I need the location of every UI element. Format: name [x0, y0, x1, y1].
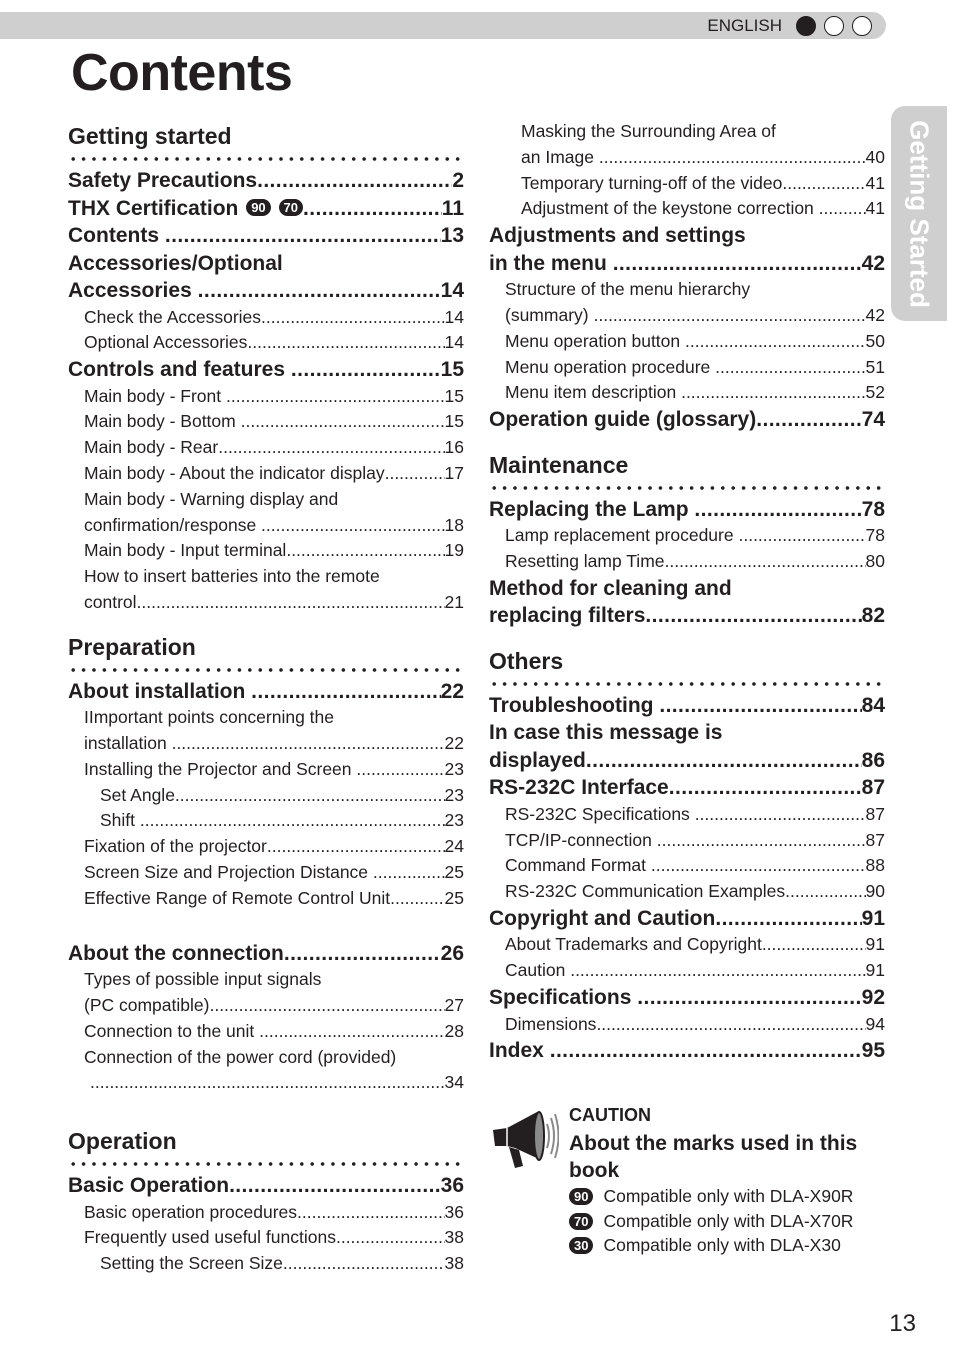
indicator-dot-active	[796, 16, 816, 36]
toc-entry-fixation[interactable]: Fixation of the projector ..... 24	[68, 834, 464, 860]
toc-entry-contents[interactable]: Contents ..... 13	[68, 222, 464, 250]
megaphone-icon	[489, 1104, 559, 1170]
toc-entry-installation[interactable]: About installation ..... 22	[68, 678, 464, 706]
toc-entry-lamp-procedure[interactable]: Lamp replacement procedure ..... 78	[489, 523, 885, 549]
toc-entry-types[interactable]: (PC compatible) ..... 27	[68, 993, 464, 1019]
toc-entry-types-line1: Types of possible input signals	[84, 969, 322, 990]
toc-entry-dimensions[interactable]: Dimensions ..... 94	[489, 1012, 885, 1038]
toc-entry-adjust-line1: Adjustments and settings	[489, 224, 746, 248]
toc-entry-index[interactable]: Index ..... 95	[489, 1037, 885, 1065]
toc-entry-rs232c-spec[interactable]: RS-232C Specifications ..... 87	[489, 802, 885, 828]
toc-entry-check-accessories[interactable]: Check the Accessories ..... 14	[68, 305, 464, 331]
toc-entry-message-line1: In case this message is	[489, 721, 723, 745]
toc-entry-basic-procedures[interactable]: Basic operation procedures ..... 36	[68, 1200, 464, 1226]
toc-entry-shift[interactable]: Shift ..... 23	[68, 808, 464, 834]
toc-entry-optional-accessories[interactable]: Optional Accessories ..... 14	[68, 330, 464, 356]
toc-entry-caution[interactable]: Caution ..... 91	[489, 958, 885, 984]
toc-entry-lamp-reset[interactable]: Resetting lamp Time ..... 80	[489, 549, 885, 575]
section-divider	[489, 678, 885, 690]
toc-entry-connection[interactable]: About the connection ..... 26	[68, 940, 464, 968]
section-heading-preparation: Preparation	[68, 633, 196, 660]
toc-entry-screen-size-distance[interactable]: Screen Size and Projection Distance ..... 25	[68, 860, 464, 886]
toc-entry-input-terminal[interactable]: Main body - Input terminal ..... 19	[68, 538, 464, 564]
side-tab	[891, 106, 947, 321]
section-divider	[489, 482, 885, 494]
language-indicator	[796, 16, 872, 36]
toc-entry-thx[interactable]: THX Certification 90 70 ..... 11	[68, 195, 464, 223]
model-badge-70: 70	[279, 199, 303, 216]
toc-entry-bottom[interactable]: Main body - Bottom ..... 15	[68, 409, 464, 435]
toc-entry-filters[interactable]: replacing filters ..... 82	[489, 602, 885, 630]
toc-entry-adjust[interactable]: in the menu ..... 42	[489, 250, 885, 278]
toc-entry-keystone[interactable]: Adjustment of the keystone correction ..... 41	[489, 196, 885, 222]
side-tab-label: Getting Started	[904, 119, 935, 308]
toc-entry-menu-procedure[interactable]: Menu operation procedure ..... 51	[489, 355, 885, 381]
section-heading-others: Others	[489, 647, 564, 674]
toc-entry-setting-screen-size[interactable]: Setting the Screen Size ..... 38	[68, 1251, 464, 1277]
toc-entry-effective-range[interactable]: Effective Range of Remote Control Unit ..... 25	[68, 886, 464, 912]
language-label: ENGLISH	[707, 16, 782, 35]
toc-entry-safety[interactable]: Safety Precautions ..... 2	[68, 167, 464, 195]
toc-entry-tcpip[interactable]: TCP/IP-connection ..... 87	[489, 828, 885, 854]
toc-entry-menu-button[interactable]: Menu operation button ..... 50	[489, 329, 885, 355]
toc-entry-power[interactable]: ..... 34	[68, 1070, 464, 1096]
toc-entry-troubleshooting[interactable]: Troubleshooting ..... 84	[489, 692, 885, 720]
toc-entry-guide[interactable]: Operation guide (glossary) ..... 74	[489, 406, 885, 434]
section-heading-operation: Operation	[68, 1128, 177, 1155]
toc-entry-menu-item[interactable]: Menu item description ..... 52	[489, 380, 885, 406]
header-bar	[0, 12, 886, 39]
toc-entry-controls[interactable]: Controls and features ..... 15	[68, 356, 464, 384]
mark-row: 70 Compatible only with DLA-X70R	[569, 1209, 889, 1234]
toc-entry-accessories-line1: Accessories/Optional	[68, 251, 283, 275]
toc-entry-set-angle[interactable]: Set Angle ..... 23	[68, 783, 464, 809]
toc-entry-masking[interactable]: an Image ..... 40	[489, 145, 885, 171]
toc-entry-warning-line1: Main body - Warning display and	[84, 488, 339, 509]
section-heading-getting-started: Getting started	[68, 123, 232, 149]
mark-row: 30 Compatible only with DLA-X30	[569, 1233, 889, 1258]
indicator-dot	[852, 16, 872, 36]
toc-entry-rs232c[interactable]: RS-232C Interface ..... 87	[489, 774, 885, 802]
toc-entry-front[interactable]: Main body - Front ..... 15	[68, 384, 464, 410]
model-badge-30: 30	[569, 1237, 593, 1254]
toc-entry-connection-unit[interactable]: Connection to the unit ..... 28	[68, 1019, 464, 1045]
section-heading-maintenance: Maintenance	[489, 451, 629, 478]
toc-entry-filters-line1: Method for cleaning and	[489, 576, 732, 600]
model-badge-90: 90	[569, 1188, 593, 1205]
section-divider	[68, 153, 464, 165]
toc-entry-trademarks[interactable]: About Trademarks and Copyright ..... 91	[489, 932, 885, 958]
toc-entry-structure[interactable]: (summary) ..... 42	[489, 303, 885, 329]
toc-entry-installing[interactable]: Installing the Projector and Screen ..... 23	[68, 757, 464, 783]
page-title: Contents	[71, 44, 293, 102]
caution-label: CAUTION	[569, 1105, 651, 1125]
model-badge-70: 70	[569, 1213, 593, 1230]
toc-entry-accessories[interactable]: Accessories ..... 14	[68, 277, 464, 305]
mark-row: 90 Compatible only with DLA-X90R	[569, 1184, 889, 1209]
toc-entry-specifications[interactable]: Specifications ..... 92	[489, 984, 885, 1012]
toc-entry-batteries-line1: How to insert batteries into the remote	[84, 566, 380, 587]
toc-entry-batteries[interactable]: control ..... 21	[68, 590, 464, 616]
toc-entry-important-line1: IImportant points concerning the	[84, 707, 335, 728]
toc-entry-rs232c-examples[interactable]: RS-232C Communication Examples ..... 90	[489, 879, 885, 905]
toc-entry-structure-line1: Structure of the menu hierarchy	[505, 279, 751, 300]
toc-left-column	[68, 119, 464, 1277]
page-number: 13	[889, 1310, 916, 1337]
toc-entry-copyright[interactable]: Copyright and Caution ..... 91	[489, 905, 885, 933]
toc-entry-frequently-used[interactable]: Frequently used useful functions ..... 38	[68, 1225, 464, 1251]
toc-entry-power-line1: Connection of the power cord (provided)	[84, 1046, 397, 1067]
toc-entry-command[interactable]: Command Format ..... 88	[489, 853, 885, 879]
toc-entry-important[interactable]: installation ..... 22	[68, 731, 464, 757]
toc-entry-message[interactable]: displayed ..... 86	[489, 747, 885, 775]
toc-entry-temp-off[interactable]: Temporary turning-off of the video ..... 41	[489, 171, 885, 197]
toc-entry-rear[interactable]: Main body - Rear ..... 16	[68, 435, 464, 461]
section-divider	[68, 664, 464, 676]
caution-heading: About the marks used in this book	[569, 1132, 858, 1182]
section-divider	[68, 1158, 464, 1170]
toc-right-column	[489, 119, 885, 1065]
model-badge-90: 90	[246, 199, 270, 216]
toc-entry-masking-line1: Masking the Surrounding Area of	[521, 121, 776, 141]
indicator-dot	[824, 16, 844, 36]
toc-entry-lamp[interactable]: Replacing the Lamp ..... 78	[489, 496, 885, 524]
caution-body	[569, 1104, 889, 1258]
toc-entry-indicator[interactable]: Main body - About the indicator display ..... 17	[68, 461, 464, 487]
toc-entry-warning[interactable]: confirmation/response ..... 18	[68, 513, 464, 539]
toc-entry-basic-operation[interactable]: Basic Operation ..... 36	[68, 1172, 464, 1200]
